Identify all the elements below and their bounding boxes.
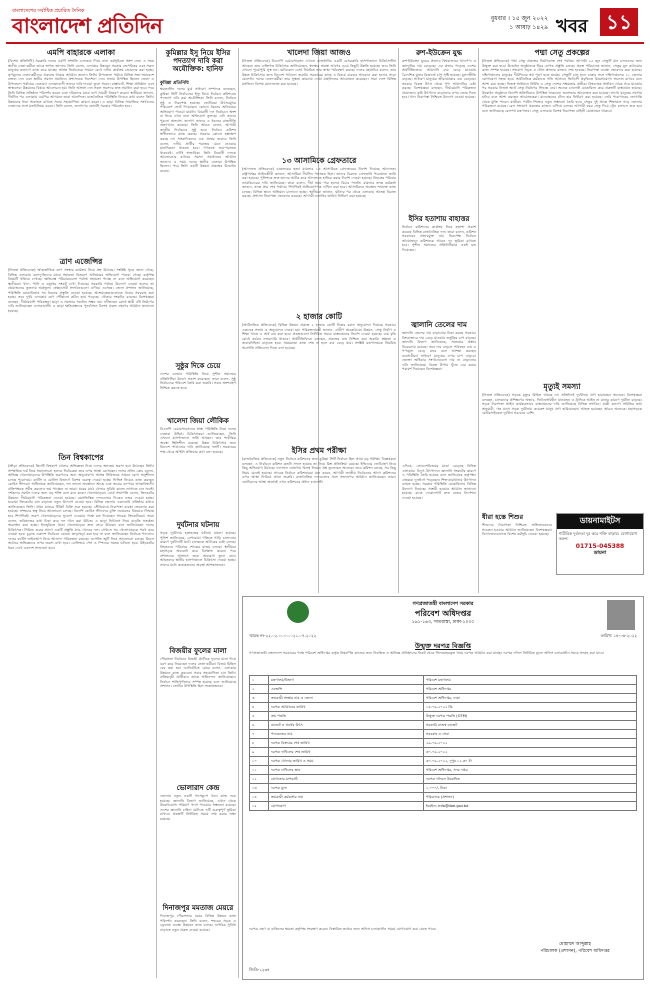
row-number: ৯ [250,748,269,757]
date-bangla: ১ আষাঢ় ১৪২৯ [509,24,548,31]
row-number: ৫ [250,712,269,721]
row-number: ২ [250,685,269,694]
signature-block [515,941,635,955]
row-value: ৩০-০৬-২০২২, দুপুর ১২.৩০ টা [424,757,637,766]
article-body: সড়ক দুর্ঘটনায় হতাহতের ঘটনায় মামলা হয়েছে। পুলিশ জানিয়েছে, বেপরোয়া গতিতে গাড়ি চালানোর কারণে দুর্ঘটনাটি ঘটে। চালককে আটকের চেষ্টা চলছে। নিহতদের পরিবারে শোকের মাতম চলছে। স্থানীয়রা মহাসড়ক অবরোধ করে বিক্ষোভ করেন। পরে প্রশাসনের আশ্বাসে তারা অবরোধ তুলে নেন। আহতদের স্থানীয় হাসপাতালে চিকিৎসা দেওয়া হচ্ছে। তাদের মধ্যে কয়েকজনের অবস্থা আশঙ্কাজনক। [160,531,236,567]
headline-fuel-price[interactable]: জ্বালানি তেলের দাম [411,321,467,329]
headline-2000-crore[interactable]: ২ হাজার কোটি [296,312,342,321]
ad-body: শারীরিক দুর্বলতা দূর করে শক্তি বাড়ায়। যোগাযোগ করুন: [559,531,638,541]
row-number: ১২ [250,775,269,784]
row-label: দরপত্র দাখিলের স্থান [269,766,424,775]
byline: কুমিল্লা প্রতিনিধি [160,81,189,86]
section-marker [556,8,638,38]
table-row [250,748,637,757]
row-value: উন্মুক্ত দরপত্র পদ্ধতি (OTM) [424,712,637,721]
table-row [250,676,637,685]
notice-terms: দরপত্র গ্রহণ বা বাতিলের ক্ষমতা কর্তৃপক্ষ সংরক্ষণ করেন। বিস্তারিত তথ্যের জন্য অফিস চলাকালীন সময়ে যোগাযোগ করা যেতে পারে। [249,927,437,931]
row-label: যোগ্যতার মাপকাঠি [269,775,424,784]
row-value: পরিচালক (প্রশাসন) [424,793,637,802]
article-body: (ক্রীড়া প্রতিবেদক) তিনটি বিশ্বকাপ খেলার অভিজ্ঞতা নিয়ে দলের অন্যতম ভরসা হয়ে উঠেছেন তিনি। সাম্প্রতিক ফর্ম নিয়ে সমালোচনা হলেও নির্বাচকরা তার ওপর আস্থা রেখেছেন। দলের প্রধান কোচ বলেন, অভিজ্ঞ খেলোয়াড়দের উপস্থিতি তরুণদের জন্য অনুপ্রেরণা। আসন্ন সিরিজকে সামনে রেখে অনুশীলন চলছে পুরোদমে। ব্যাটিং ও বোলিং বিভাগে বিশেষ গুরুত্ব দেওয়া হচ্ছে। ফিল্ডিং নিয়েও কাজ করছেন কোচিং স্টাফরা। অধিনায়ক জানিয়েছেন, দল ভালো অবস্থানে আছে এবং জয়ের ব্যাপারে আত্মবিশ্বাসী। প্রতিপক্ষকে সমীহ করলেও ভয় পাচ্ছেন না তারা। ঘরের মাঠে খেলার সুবিধা কাজে লাগাতে চান সবাই। দর্শকদের সমর্থন দলের জন্য বড় শক্তি বলে মনে করেন খেলোয়াড়রা। বোর্ড সভাপতি বলেন, ক্রিকেটের উন্নয়নে দীর্ঘমেয়াদি পরিকল্পনা নেওয়া হয়েছে। বয়সভিত্তিক দলগুলোর দিকেও নজর দেওয়া হচ্ছে। ঘরোয়া ক্রিকেটের মান বাড়াতে নতুন উদ্যোগ নেওয়া হবে। বিভিন্ন জেলায় একাডেমি প্রতিষ্ঠার কথাও জানিয়েছেন তিনি। প্রথম ম্যাচের টিকিট বিক্রি শুরু হয়েছে। স্টেডিয়ামে নিরাপত্তা ব্যবস্থা জোরদার করা হয়েছে। সম্প্রচার স্বত্ব নিয়ে আলোচনা চলছে। বিদেশি কোচিং স্টাফদের চুক্তি নবায়নের বিষয়েও সিদ্ধান্ত হবে শিগগিরই। তরুণ খেলোয়াড়দের সুযোগ দেওয়ার পক্ষে মত দিয়েছেন সাবেক ক্রিকেটাররা। তারা বলেন, ভবিষ্যতের কথা চিন্তা করে দল গঠন করা উচিত। এ ছাড়া ফিটনেস নিয়ে বাড়তি সতর্কতা অবলম্বন করা হচ্ছে। ইনজুরিতে থাকা খেলোয়াড়রা দ্রুত সেরে উঠছেন বলে জানিয়েছেন দলের চিকিৎসক। সিরিজ শুরুর আগে একটি প্রস্তুতি ম্যাচ খেলবে দল। সেখানে সব খেলোয়াড়কে পরখ করে নেওয়া হবে। চূড়ান্ত একাদশ নির্বাচনে কোনো তাড়াহুড়া করা হবে না বলে জানিয়েছেন নির্বাচক প্যানেল। দলের ব্যাটিং লাইনআপ নিয়ে আলাদা পরিকল্পনা রয়েছে। ওপেনিং জুটি নিয়ে আলোচনা চলছে। মিডল অর্ডারে অভিজ্ঞদের ওপর ভরসা রাখা হবে। বোলিংয়ে পেস ও স্পিনের সমন্বয় ঘটানো হবে। উইকেটের ধরন দেখে একাদশ সাজানো হবে। [8,464,154,550]
column-divider [478,48,479,593]
row-label: দরপত্র বিক্রয়ের শেষ তারিখ [269,739,424,748]
headline-dinajpur[interactable]: দিনাজপুর মমতাজ মেয়রে [162,904,234,912]
article-body: শিশুদের নিরাপত্তা নিশ্চিতে অভিভাবকদের সচেতন হওয়ার আহ্বান জানিয়েছেন বিশেষজ্ঞরা। বিদ্যালয়গুলোতে বিশেষ কর্মসূচি নেওয়া হয়েছে। [482,523,552,537]
headline-ec-test[interactable]: ইসির প্রথম পরীক্ষা [291,446,347,455]
row-value: দরপত্র দলিলে উল্লেখিত [424,775,637,784]
column-divider [238,48,239,978]
row-number: ৬ [250,721,269,730]
table-row [250,766,637,775]
article-body: রুশ-ইউক্রেন যুদ্ধের প্রভাবে বিশ্ববাজারে খাদ্যপণ্য ও জ্বালানির দাম বেড়েছে। এর প্রভাব পড়েছে দেশের অর্থনীতিতেও। আমদানি ব্যয় বেড়ে যাওয়ায় বৈদেশিক মুদ্রার রিজার্ভে চাপ সৃষ্টি হয়েছে। মূল্যস্ফীতি বাড়ছে। সাধারণ মানুষের জীবনযাত্রার ব্যয় বেড়েছে। সরকার বিকল্প উৎস থেকে পণ্য আমদানির চেষ্টা করছে। বিশেষজ্ঞরা বলছেন, দীর্ঘমেয়াদি পরিকল্পনা প্রয়োজন। কৃষি উৎপাদন বাড়ানোর ওপর জোর দিতে হবে। খাদ্য নিরাপত্তা নিশ্চিতে উদ্যোগ নেওয়া হয়েছে। [402,59,476,100]
headline-bahar[interactable]: এমপি বাহারকে এলাকা [46,48,116,57]
row-number: ১৪ [250,793,269,802]
row-value: পরিবেশ অধিদপ্তর [424,685,637,694]
table-row [250,739,637,748]
article-body: পৌরসভা নির্বাচনে বিজয়ী প্রার্থীকে ফুলের মালা দিয়ে বরণ করে নিয়েছেন দলের নেতা-কর্মীরা। বিজয় মিছিল বের করা হয়। নবনির্বাচিত মেয়র বলেন, এলাকার উন্নয়নে কাজ করবেন। সবার সহযোগিতা চান তিনি। প্রতিদ্বন্দ্বী প্রার্থীরাও তাকে অভিনন্দন জানিয়েছেন। নির্বাচন শান্তিপূর্ণভাবে সম্পন্ন হয়েছে বলে জানিয়েছে প্রশাসন। ভোটার উপস্থিতি ছিল সন্তোষজনক। [160,657,236,689]
row-label: ক্রয়কারী কর্মকর্তার নাম [269,793,424,802]
row-value: পরিবেশ অধিদপ্তর, সদর দপ্তর [424,766,637,775]
article-body: (নিজস্ব প্রতিবেদক) বিএনপি চেয়ারপারসন এখনো রাজধানীর একটি বেসরকারি হাসপাতালে চিকিৎসাধীন আছেন। তার ব্যক্তিগত চিকিৎসক জানিয়েছেন, স্বাস্থ্যের অবস্থা আগের চেয়ে কিছুটা উন্নতি হয়েছে। তবে তিনি এখনো পুরোপুরি সুস্থ নন। মেডিকেল বোর্ড নিয়মিত তার স্বাস্থ্য পর্যবেক্ষণ করছে। দলের মহাসচিব বলেন, তার উন্নত চিকিৎসার জন্য বিদেশে পাঠানো জরুরি। সরকারের কাছে এ বিষয়ে বারবার আবেদন করা হলেও সাড়া মেলেনি। দলের নেতা-কর্মীরা তার সুস্থতা কামনায় দোয়া মাহফিলের আয়োজন করেছেন। সারা দেশে বিভিন্ন মসজিদে বিশেষ মোনাজাত করা হয়েছে। [242,59,396,86]
headline-accident[interactable]: দুর্ঘটনার ঘটনায় [176,521,220,529]
masthead-rule [6,42,644,44]
article-body: (বিশেষ প্রতিনিধি) সরকারি দলের এমপি সম্প্রতি এলাকায় গিয়ে নানা কর্মসূচিতে অংশ নেন। এ সময় স্থানীয় নেতা-কর্মীরা তাকে স্বাগত জানান। তিনি বলেন, এলাকার উন্নয়নে সরকার বদ্ধপরিকর এবং সকল মানুষের কল্যাণে কাজ করে যাচ্ছে। আসন্ন নির্বাচনকে সামনে রেখে দলীয় কার্যক্রম জোরদার করা হচ্ছে। তৃণমূলের নেতা-কর্মীদের ঐক্যবদ্ধ থাকার আহ্বান জানান তিনি। উপজেলা পর্যায়ে বিভিন্ন সভা-সমাবেশে বক্তব্য দেন এবং স্থানীয় সমস্যা সমাধানে প্রশাসনকে নির্দেশনা দেন। সভায় উপস্থিত ছিলেন জেলা ও উপজেলা পর্যায়ের নেতারা। এলাকাবাসী তাদের দাবি-দাওয়া তুলে ধরেন। রাস্তাঘাট, শিক্ষা প্রতিষ্ঠান এবং স্বাস্থ্যসেবা উন্নয়নের বিষয়ে আলোচনা হয়। তিনি আশ্বাস দেন সকল সমস্যার দ্রুত সমাধান করা হবে। পরে তিনি বিভিন্ন প্রতিষ্ঠান পরিদর্শন করেন এবং দরিদ্রদের মাঝে ত্রাণ সামগ্রী বিতরণ করেন। স্থানীয়রা জানান, দীর্ঘদিন পর এলাকায় এমপির আগমনে তারা আনন্দিত। রাজনৈতিক পরিস্থিতি নিয়েও কথা বলেন তিনি। উন্নয়নের ধারা অব্যাহত রাখতে সবার সহযোগিতা কামনা করেন। এ ছাড়া বিভিন্ন সামাজিক সংগঠনের নেতাদের সঙ্গে মতবিনিময় করেন। তিনি বলেন, জনগণের ভোটেই সরকার পরিবর্তন হবে। [8,59,154,109]
row-label: দরপত্র দাখিলের শেষ তারিখ [269,748,424,757]
row-label: ক্রয় পদ্ধতি [269,712,424,721]
article-body: দেশের চলমান পরিস্থিতি নিয়ে সুশীল সমাজের প্রতিনিধিরা উদ্বেগ প্রকাশ করেছেন। তারা বলেন, সুষ্ঠু নির্বাচনের পরিবেশ তৈরি করা জরুরি। সবার অংশগ্রহণ নিশ্চিত করতে হবে। [160,372,236,390]
masthead [6,6,644,40]
headline-arrest[interactable]: ১৩ আসামিকে গ্রেফতারে [281,156,357,165]
notice-title: উন্মুক্ত দরপত্র বিজ্ঞপ্তি [415,642,471,650]
gd-code: জিডি-১২৩৪ [249,967,270,972]
table-row [250,712,637,721]
gov-line: গণপ্রজাতন্ত্রী বাংলাদেশ সরকার [412,601,474,607]
headline-worldcup[interactable]: তিন বিশ্বকাপের [58,453,104,462]
row-value: পরিবেশ মন্ত্রণালয় [424,676,637,685]
table-row [250,802,637,811]
row-number: ১ [250,676,269,685]
date-gregorian: বুধবার । ১৫ জুন ২০২২ [490,15,548,22]
headline-hanif[interactable]: কুমিল্লার ইসু নিয়ে ইসির পদত্যাগ দাবি করা অযৌক্তিক: হানিফ [165,49,231,74]
signatory-title: পরিচালক (প্রশাসন), পরিবেশ অধিদপ্তর [540,949,610,954]
row-label: ক্রয়কারী সংস্থার নাম ও জেলা [269,694,424,703]
section-title: খবর [556,16,588,37]
row-value: ২৯-০৬-২০২২ [424,739,637,748]
row-number: ১৩ [250,784,269,793]
headline-problem[interactable]: মৃত্যুই সমস্যা [543,382,581,391]
newspaper-logo[interactable]: বাংলাদেশ প্রতিদিন [12,14,163,38]
portrait-photo [607,600,635,630]
headline-ec-frustration[interactable]: ইসির হতাশায় বাহাত্তর [408,215,470,223]
headline-khaleda-2[interactable]: খালেদা জিয়া আজও [287,48,351,57]
row-number: ৩ [250,694,269,703]
memo-date: তারিখ: ১৪-০৬-২০২২ [600,633,637,638]
article-body: দিনাজপুর পৌরসভার মেয়র বিভিন্ন উন্নয়ন কাজ পরিদর্শন করেছেন। তিনি বলেন, শহরের সড়ক ও ড্রেনেজ ব্যবস্থা উন্নয়নে কাজ চলছে। নাগরিক সুবিধা বাড়াতে নতুন প্রকল্প নেওয়া হয়েছে। [160,914,236,932]
ad-title: ডায়নামাইটস [557,514,643,529]
headline-sushthu[interactable]: সুষ্ঠুর দিকে চেয়ে [175,362,221,370]
article-body: এদিকে, লোডশেডিংয়ের মাত্রা বেড়েছে বিভিন্ন এলাকায়। বিদ্যুৎ উৎপাদনে জ্বালানি সংকটের কারণে এ পরিস্থিতি তৈরি হয়েছে বলে জানিয়েছে কর্তৃপক্ষ। গ্রাহকরা দুর্ভোগে পড়েছেন। শিল্প-কারখানায় উৎপাদন ব্যাহত হচ্ছে। সরকার পরিস্থিতি মোকাবিলায় বিভিন্ন উদ্যোগ নিয়েছে। সাশ্রয়ী হওয়ার আহ্বান জানানো হয়েছে। রাতে দোকানপাট দ্রুত বন্ধের নির্দেশনা দেওয়া হয়েছে। [402,464,476,500]
article-body: ভোলায় নতুন একটি গ্যাসকূপে খনন কাজ শুরু হয়েছে। জ্বালানি বিভাগ জানিয়েছে, এখান থেকে উল্লেখযোগ্য পরিমাণ গ্যাস পাওয়ার সম্ভাবনা রয়েছে। দেশের জ্বালানি চাহিদা মেটাতে এটি গুরুত্বপূর্ণ ভূমিকা রাখবে। প্রকল্পটি নির্ধারিত সময়ে শেষ করার লক্ষ্য রয়েছে। [160,794,236,821]
table-row [250,775,637,784]
headline-garland[interactable]: বিজয়ীর ফুলের মালা [169,647,227,655]
memo-number: স্মারক নং-২২.০২.০০০০.০২১.০৭.২০২২ [249,633,317,638]
article-body: বিএনপি চেয়ারপারসনের স্বাস্থ্য পরিস্থিতি নিয়ে দলের নেতারা উদ্বিগ্ন। চিকিৎসকরা জানিয়েছেন, তিনি এখনো হাসপাতালে ভর্তি আছেন। তার শারীরিক অবস্থা স্থিতিশীল রয়েছে। উন্নত চিকিৎসার জন্য বিদেশে পাঠানোর দাবি জানিয়েছে দলটি। সরকারের পক্ষ থেকে আইনি প্রক্রিয়ার কথা বলা হয়েছে। [160,427,236,454]
row-number: ৮ [250,739,269,748]
article-body: ক্ষমতাসীন দলের যুগ্ম সাধারণ সম্পাদক বলেছেন, কুমিল্লা সিটি নির্বাচনের ইস্যু নিয়ে নির্বাচন কমিশনের পদত্যাগ দাবি করা অযৌক্তিক। তিনি বলেন, নির্বাচন সুষ্ঠু ও নিরপেক্ষ হয়েছে। ভোটাররা উৎসবমুখর পরিবেশে ভোট দিয়েছেন। কোনো ধরনের অনিয়মের অভিযোগ পাওয়া যায়নি। বিরোধী দল নির্বাচনে অংশ না নিয়ে এখন নানা অভিযোগ তুলছে। এটা তাদের পুরনো অভ্যাস। জনগণ তাদের এ ধরনের রাজনীতি প্রত্যাখ্যান করেছে। তিনি আরও বলেন, আগামী জাতীয় নির্বাচনও সুষ্ঠু হবে। নির্বাচন কমিশন স্বাধীনভাবে কাজ করছে। সরকার কোনো হস্তক্ষেপ করছে না। সাংবাদিকদের এক প্রশ্নের জবাবে তিনি বলেন, দলীয় প্রার্থীর পরাজয় মেনে নেওয়ার মানসিকতা থাকতে হবে। গণতন্ত্রে জয়-পরাজয় থাকবেই। এটাই স্বাভাবিক। তিনি বিরোধী দলকে আলোচনার মাধ্যমে সমস্যা সমাধানের আহ্বান জানান। এ সময় দলের স্থানীয় নেতারা উপস্থিত ছিলেন। পরে তিনি একটি উন্নয়ন প্রকল্পের উদ্বোধন করেন। [160,87,236,173]
article-body: (অর্থনৈতিক প্রতিবেদক) বিভিন্ন উন্নয়ন প্রকল্পে ২ হাজার কোটি টাকার বরাদ্দ অনুমোদন দিয়েছে সরকার। একনেক সভায় এ অনুমোদন দেওয়া হয়। পরিকল্পনামন্ত্রী জানান, গ্রামীণ অবকাঠামো উন্নয়ন, সেতু নির্মাণ ও শিক্ষা খাতে এ অর্থ ব্যয় করা হবে। প্রকল্পগুলো নির্ধারিত সময়ে বাস্তবায়নের নির্দেশ দেওয়া হয়েছে। ব্যয় বৃদ্ধি রোধে কঠোর নজরদারি থাকবে। অর্থনীতিবিদরা বলছেন, প্রকল্পের মান নিশ্চিত করা জরুরি। স্বচ্ছতা ও জবাবদিহিতা বাড়াতে হবে। সময়মতো কাজ শেষ না হলে ব্যয় বেড়ে যায়। সংশ্লিষ্ট মন্ত্রণালয়কে নিয়মিত অগ্রগতি প্রতিবেদন দিতে বলা হয়েছে। [242,323,396,350]
headline-khaleda-1[interactable]: খালেদা জিয়া লৌকিক [167,417,229,425]
row-value: ১,০০০/- টাকা [424,784,637,793]
signatory-name: মোহাম্মদ আব্দুল্লাহ [559,942,591,947]
row-number: ১১ [250,766,269,775]
table-row [250,730,637,739]
headline-relief[interactable]: ত্রাণ এজেন্সির [59,257,103,266]
tender-table [249,675,637,811]
tender-table-grid [249,675,637,811]
page-number: ১১ [600,8,638,36]
article-body: (নিজস্ব প্রতিবেদক) সড়কে মৃত্যুর মিছিল থামছে না। প্রতিদিনই দুর্ঘটনায় প্রাণ হারাচ্ছেন অনেকে। বিশেষজ্ঞরা বলছেন, চালকদের প্রশিক্ষণের অভাব, ফিটনেসবিহীন যানবাহন ও ট্রাফিক আইন না মানার কারণে দুর্ঘটনা বাড়ছে। সড়ক নিরাপত্তা আইন কার্যকরভাবে বাস্তবায়নের দাবি জানিয়েছে বিভিন্ন সংগঠন। যাত্রী কল্যাণ সমিতির তথ্য অনুযায়ী, গত মাসে সড়ক দুর্ঘটনায় কয়েকশ মানুষ প্রাণ হারিয়েছেন। আহত হয়েছেন আরও অনেকে। মহাসড়কে মোটরসাইকেল দুর্ঘটনা সবচেয়ে বেশি। [482,393,642,416]
row-label: দরপত্র খোলার তারিখ ও সময় [269,757,424,766]
article-body: (রাজনৈতিক প্রতিবেদক) নতুন নির্বাচন কমিশনের জন্য কুমিল্লা সিটি নির্বাচন ছিল প্রথম বড় পরীক্ষা। বিশ্লেষকরা বলছেন, এ নির্বাচনে কমিশন কতটা সফল হয়েছে তা নিয়ে মিশ্র প্রতিক্রিয়া রয়েছে। ইভিএমে ভোটগ্রহণ নিয়ে কিছু অভিযোগ উঠেছে। ফলাফল ঘোষণায় বিলম্ব নিয়েও প্রশ্ন তুলেছেন অনেকে। তবে কমিশন বলছে, সব কিছু নিয়ম মেনেই হয়েছে। সাবেক নির্বাচন কমিশনাররা মনে করেন, আগামী জাতীয় নির্বাচনের আগে কমিশনের ওপর আস্থা ফিরিয়ে আনা জরুরি। রাজনৈতিক দলগুলোর সঙ্গে সংলাপের আহ্বান জানিয়েছেন তারা। ভোটারদের আস্থা অর্জনই এখন কমিশনের প্রধান চ্যালেঞ্জ। [242,457,396,484]
article-body: নির্বাচন কমিশনের কার্যক্রম নিয়ে হতাশা প্রকাশ করেছে বিভিন্ন রাজনৈতিক দল। তারা বলেন, কমিশন সরকারের প্রভাবমুক্ত নয়। নিরপেক্ষ নির্বাচন আয়োজনে কমিশনকে আরও দৃঢ় ভূমিকা রাখতে হবে। সুশীল সমাজের প্রতিনিধিরাও একই মত দিয়েছেন। [402,225,476,252]
table-row [250,685,637,694]
row-label: মন্ত্রণালয়/বিভাগ [269,676,424,685]
column-divider [156,48,157,978]
table-row [250,793,637,802]
table-row [250,757,637,766]
row-number: ১৫ [250,802,269,811]
row-label: দরপত্র মূল্য [269,784,424,793]
headline-padma[interactable]: পদ্মা সেতু প্রকল্পের [534,48,590,57]
ad-phone[interactable]: 01715-045388 [575,543,625,550]
row-label: যোগাযোগ [269,802,424,811]
row-label: দরপত্র আহ্বানের তারিখ [269,703,424,712]
article-body: জ্বালানি তেলের দাম বাড়ানোর চিন্তা করছে সরকার। বিশ্ববাজারে দাম বেড়ে যাওয়ায় ভর্তুকির চাপ বাড়ছে। জ্বালানি বিভাগ জানিয়েছে, সমন্বয়ের প্রস্তাব বিবেচনায় রয়েছে। তবে দাম বাড়লে পরিবহন ব্যয় ও পণ্যমূল্য বেড়ে যাবে বলে আশঙ্কা করছেন ব্যবসায়ীরা। সাধারণ মানুষের ওপর চাপ বাড়বে। ভোক্তা অধিকার সংগঠনগুলো দাম না বাড়ানোর দাবি জানিয়েছে। বিকল্প উপায় খুঁজে বের করার পরামর্শ দিয়েছেন বিশেষজ্ঞরা। [402,331,476,372]
tender-notice [242,596,644,980]
row-label: প্যাকেজের নাম [269,730,424,739]
office-address: ১৬১-১৬৩, সাতরাস্তা, ঢাকা-১০০০ [411,620,475,625]
row-number: ৪ [250,703,269,712]
ad-brand: ডায়না [593,550,607,556]
row-value: সরবরাহ ও সেবা [424,730,637,739]
notice-intro: গণপ্রজাতন্ত্রী বাংলাদেশ সরকারের পক্ষে পরিবেশ অধিদপ্তর কর্তৃক নিম্নবর্ণিত কাজের জন্য নিবন্ধিত ও অভিজ্ঞ প্রতিষ্ঠানের নিকট থেকে সিলমোহরকৃত খামে দরপত্র আহ্বান করা যাচ্ছে। দরপত্র দলিল নির্ধারিত মূল্যে অফিস চলাকালীন সময়ে সংগ্রহ করা যাবে। [249,651,604,655]
table-row [250,721,637,730]
row-value: ইমেইল: info@doe.gov.bd [424,802,637,811]
row-label: বাজেট ও অর্থের উৎস [269,721,424,730]
article-body: (নিজস্ব প্রতিবেদক) আন্তর্জাতিক ত্রাণ সংস্থার কার্যক্রম নিয়ে প্রশ্ন উঠেছে। সংশ্লিষ্ট সূত্রে জানা গেছে, বিভিন্ন এলাকায় বন্যাদুর্গতদের মাঝে সহায়তা বিতরণে অনিয়মের অভিযোগ পাওয়া গেছে। কর্তৃপক্ষ বিষয়টি খতিয়ে দেখছে। ক্ষতিগ্রস্ত পরিবারগুলো পর্যাপ্ত সহায়তা পাচ্ছে না বলে অভিযোগ করেছেন স্থানীয়রা। খাদ্য, পানি ও ওষুধের সংকট দেখা দিয়েছে। সরকারি পর্যায়ে উদ্যোগ নেওয়া হলেও তা প্রয়োজনের তুলনায় অপ্রতুল। স্বেচ্ছাসেবী সংগঠনগুলো এগিয়ে এসেছে। জেলা প্রশাসন জানিয়েছে, পরিস্থিতি মোকাবিলায় সব ধরনের প্রস্তুতি নেওয়া হয়েছে। আশ্রয়কেন্দ্রগুলোতে খাবার সরবরাহ করা হচ্ছে। তবে দুর্গম এলাকায় ত্রাণ পৌঁছানো কঠিন হয়ে পড়েছে। নৌকার সংকটও রয়েছে। বিশেষজ্ঞরা বলছেন, দীর্ঘমেয়াদি পরিকল্পনা ছাড়া এ সমস্যার সমাধান সম্ভব নয়। নদীভাঙন রোধে স্থায়ী বাঁধ নির্মাণের দাবি জানিয়েছেন এলাকাবাসী। এ ছাড়া ক্ষতিগ্রস্তদের পুনর্বাসনে বিশেষ প্রকল্প গ্রহণের আহ্বান জানানো হয়েছে। [8,268,154,313]
row-value: ১৪-০৬-২০২২ খ্রি. [424,703,637,712]
dynamite-ad[interactable] [556,513,644,575]
row-number: ৭ [250,730,269,739]
headline-russia-ukraine[interactable]: রুশ-ইউক্রেন যুদ্ধ [416,49,462,57]
table-row [250,703,637,712]
headline-bhola[interactable]: ভোলারাদ কেন্দ্র [176,784,220,792]
row-number: ১০ [250,757,269,766]
logo-tagline: বাংলাদেশের সর্বাধিক প্রচারিত দৈনিক [12,8,85,14]
table-row [250,784,637,793]
row-value: সরকারি রাজস্ব বাজেট [424,721,637,730]
row-label: এজেন্সি [269,685,424,694]
govt-emblem-icon [287,601,309,623]
article-body: (নিজস্ব প্রতিবেদক) পদ্মা সেতু প্রকল্পের নির্মাণকাজ শেষ পর্যায়ে। আগামী ২৫ জুন সেতুটি যান চলাচলের জন্য উন্মুক্ত করা হবে। উদ্বোধন অনুষ্ঠানকে ঘিরে ব্যাপক প্রস্তুতি চলছে। প্রকল্প পরিচালক জানান, সেতুর মূল কাঠামোর কাজ সম্পন্ন হয়েছে। সংযোগ সড়ক ও টোল প্লাজার কাজও শেষ হয়েছে। নিরাপত্তা ব্যবস্থা জোরদার করা হয়েছে। দক্ষিণাঞ্চলের মানুষের দীর্ঘদিনের স্বপ্ন পূরণ হতে যাচ্ছে। সেতুটি চালু হলে ঢাকার সঙ্গে দক্ষিণাঞ্চলের ২১ জেলার যোগাযোগ সহজ হবে। অর্থনৈতিক কর্মকাণ্ডে গতি আসবে। জিডিপি প্রবৃদ্ধিতে উল্লেখযোগ্য অবদান রাখবে বলে আশা করা হচ্ছে। নিজস্ব অর্থায়নে নির্মিত এ সেতু দেশের সক্ষমতার প্রতীক। বিশ্বব্যাংক অর্থায়ন থেকে সরে যাওয়ার পর সরকার নিজস্ব অর্থে সেতু নির্মাণের সিদ্ধান্ত নেয়। অনেক চ্যালেঞ্জ মোকাবিলা করে প্রকল্পটি বাস্তবায়ন হয়েছে। উদ্বোধন অনুষ্ঠানে বিদেশি অতিথিরাও উপস্থিত থাকবেন। জনসভার আয়োজন করা হয়েছে। লাখো মানুষের সমাগম ঘটবে বলে আশা করছেন আয়োজকরা। যানবাহনের টোল হার নির্ধারণ করা হয়েছে। ফেরি পারাপারের ভোগান্তি থেকে মুক্তি পাবেন যাত্রীরা। পর্যটন শিল্পেও নতুন সম্ভাবনা তৈরি হবে। সেতুর দুই প্রান্তে শিল্পাঞ্চল গড়ে তোলার পরিকল্পনা রয়েছে। রেল সংযোগ প্রকল্পের কাজও এগিয়ে চলছে। আগামী বছর সেতু দিয়ে ট্রেন চলাচল শুরু হবে বলে জানিয়েছে রেলপথ মন্ত্রণালয়। সেতু এলাকায় বিশেষ নিরাপত্তা বাহিনী মোতায়েন থাকবে। [482,59,642,114]
column-divider [398,48,399,593]
headline-child[interactable]: ধীরা হস্তে শিশুর [482,513,524,521]
row-value: ৩০-০৬-২০২২ [424,748,637,757]
office-name: পরিবেশ অধিদপ্তর [414,609,472,618]
table-row [250,694,637,703]
date-line [491,14,548,32]
article-body: (আদালত প্রতিবেদক) চাঞ্চল্যকর হত্যা মামলার ১৩ আসামিকে গ্রেফতারের নির্দেশ দিয়েছে আদালত। রাষ্ট্রপক্ষের আইনজীবী জানান, আসামিরা দীর্ঘদিন পলাতক ছিল। তাদের বিরুদ্ধে গ্রেফতারি পরোয়ানা জারি করা হয়েছে। পুলিশকে দ্রুত তাদের আটক করে আদালতে হাজির করার নির্দেশ দেওয়া হয়েছে। নিহতের পরিবার ন্যায়বিচারের দাবি জানিয়েছে। তারা বলেন, দীর্ঘ সময় পার হলেও বিচার পাননি। মামলার তদন্ত কর্মকর্তা জানান, তদন্ত প্রায় শেষ পর্যায়ে। শিগগিরই অভিযোগপত্র দাখিল করা হবে। আসামিদের অবস্থান শনাক্তে কাজ চলছে। বিভিন্ন স্থানে অভিযান চালানো হচ্ছে। স্থানীয়রা জানান, ঘটনার পর থেকে এলাকায় আতঙ্ক বিরাজ করছে। প্রশাসন নিরাপত্তা জোরদার করেছে। আগামী শুনানির তারিখ নির্ধারণ করা হয়েছে। [242,167,396,199]
row-value: পরিবেশ অধিদপ্তর, ঢাকা [424,694,637,703]
